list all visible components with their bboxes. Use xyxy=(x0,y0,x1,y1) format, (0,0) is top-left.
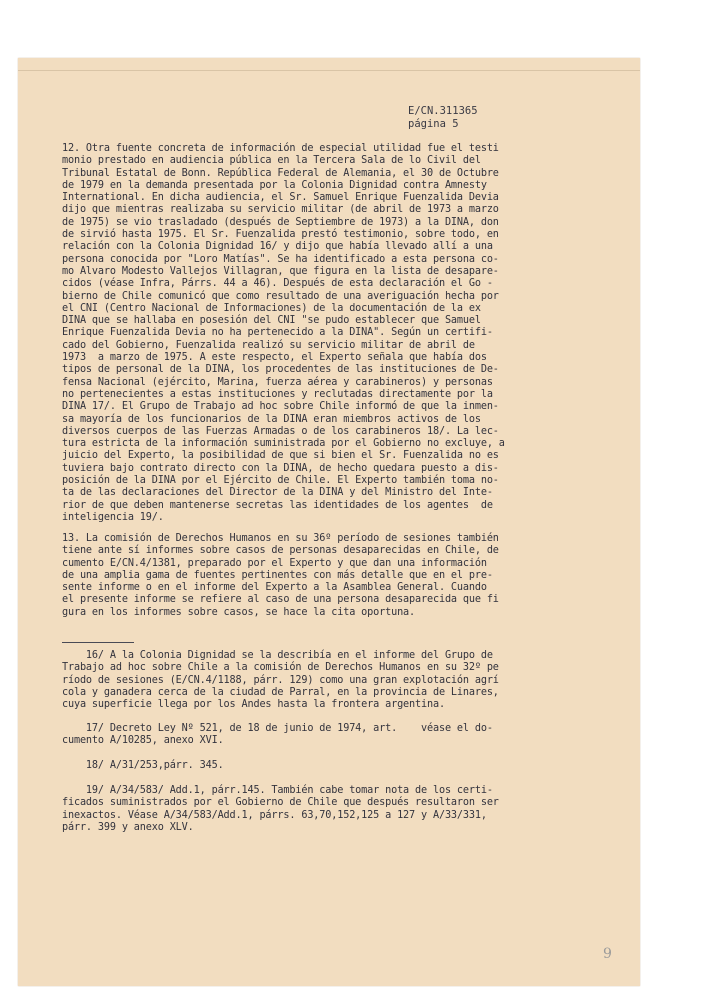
text-line: el presente informe se refiere al caso de una persona desaparecida que fi xyxy=(62,594,499,606)
paragraph-12 xyxy=(62,143,546,524)
text-line: tuviera bajo contrato directo con la DINA, de hecho quedara puesto a dis- xyxy=(62,462,499,474)
document-symbol: E/CN.311365 xyxy=(408,105,478,117)
text-line: ta de las declaraciones del Director de la DINA y del Ministro del Inte- xyxy=(62,487,493,499)
text-line: juicio del Experto, la posibilidad de que si bien el Sr. Fuenzalida no es xyxy=(62,450,499,462)
page-number: página 5 xyxy=(408,118,459,130)
footnote-divider xyxy=(62,642,134,643)
paragraph-13 xyxy=(62,533,546,619)
text-line: 17/ Decreto Ley Nº 521, de 18 de junio de 1974, art. véase el do- xyxy=(62,723,493,734)
text-line: dijo que mientras realizaba su servicio militar (de abril de 1973 a marzo xyxy=(62,204,499,216)
text-line: cidos (véase Infra, Párrs. 44 a 46). Después de esta declaración el Go - xyxy=(62,278,493,290)
text-line: monio prestado en audiencia pública en la Tercera Sala de lo Civil del xyxy=(62,155,481,167)
text-line: de una amplia gama de fuentes pertinentes con más detalle que en el pre- xyxy=(62,569,493,581)
text-line: 12. Otra fuente concreta de información de especial utilidad fue el testi xyxy=(62,143,499,154)
text-line: cado del Gobierno, Fuenzalida realizó su servicio militar de abril de xyxy=(62,339,475,351)
footnote-19 xyxy=(62,785,546,834)
text-line: diversos cuerpos de las Fuerzas Armadas o de los carabineros 18/. La lec- xyxy=(62,425,499,437)
text-line: tiene ante sí informes sobre casos de personas desaparecidas en Chile, de xyxy=(62,545,499,557)
text-line: no pertenecientes a estas instituciones y reclutadas directamente por la xyxy=(62,388,493,400)
text-line: sa mayoría de los funcionarios de la DINA eran miembros activos de los xyxy=(62,413,481,425)
text-line: posición de la DINA por el Ejército de Chile. El Experto también toma no- xyxy=(62,475,499,487)
text-line: Enrique Fuenzalida Devia no ha pertenecido a la DINA". Según un certifi- xyxy=(62,327,493,339)
text-line: ríodo de sesiones (E/CN.4/1188, párr. 129) como una gran explotación agrí xyxy=(62,674,499,686)
footnote-18 xyxy=(62,760,546,772)
text-line: de 1975) se vio trasladado (después de Septiembre de 1973) a la DINA, don xyxy=(62,216,499,228)
text-line: cola y ganadera cerca de la ciudad de Parral, en la provincia de Linares, xyxy=(62,686,499,698)
text-line: DINA 17/. El Grupo de Trabajo ad hoc sobre Chile informó de que la inmen- xyxy=(62,401,499,413)
text-line: 19/ A/34/583/ Add.1, párr.145. También cabe tomar nota de los certi- xyxy=(62,785,493,796)
text-line: 1973 a marzo de 1975. A este respecto, el Experto señala que había dos xyxy=(62,352,487,364)
text-line: gura en los informes sobre casos, se hace la cita oportuna. xyxy=(62,606,416,618)
text-line: 13. La comisión de Derechos Humanos en su 36º período de sesiones también xyxy=(62,533,499,544)
text-line: mo Alvaro Modesto Vallejos Villagran, que figura en la lista de desapare- xyxy=(62,265,499,277)
text-line: tipos de personal de la DINA, los procedentes de las instituciones de De- xyxy=(62,364,499,376)
document-header xyxy=(408,105,478,131)
text-line: 16/ A la Colonia Dignidad se la describía en el informe del Grupo de xyxy=(62,650,493,661)
text-line: tura estricta de la información suministrada por el Gobierno no excluye, a xyxy=(62,438,505,450)
text-line: Trabajo ad hoc sobre Chile a la comisión de Derechos Humanos en su 32º pe xyxy=(62,662,499,674)
text-line: cuya superficie llega por los Andes hasta la frontera argentina. xyxy=(62,699,445,711)
text-line: rior de que deben mantenerse secretas las identidades de los agentes de xyxy=(62,499,493,511)
text-line: persona conocida por "Loro Matías". Se ha identificado a esta persona co- xyxy=(62,253,499,265)
text-line: relación con la Colonia Dignidad 16/ y dijo que había llevado allí a una xyxy=(62,241,493,253)
text-line: de sirvió hasta 1975. El Sr. Fuenzalida prestó testimonio, sobre todo, en xyxy=(62,229,499,241)
text-line: bierno de Chile comunicó que como resultado de una averiguación hecha por xyxy=(62,290,499,302)
text-line: fensa Nacional (ejército, Marina, fuerza aérea y carabineros) y personas xyxy=(62,376,493,388)
text-line: inteligencia 19/. xyxy=(62,511,164,523)
text-line: inexactos. Véase A/34/583/Add.1, párrs. 63,70,152,125 a 127 y A/33/331, xyxy=(62,809,487,821)
text-line: de 1979 en la demanda presentada por la Colonia Dignidad contra Amnesty xyxy=(62,179,487,191)
text-line: sente informe o en el informe del Experto a la Asamblea General. Cuando xyxy=(62,582,487,594)
text-line: ficados suministrados por el Gobierno de Chile que después resultaron ser xyxy=(62,797,499,809)
text-line: International. En dicha audiencia, el Sr. Samuel Enrique Fuenzalida Devia xyxy=(62,192,499,204)
text-line: el CNI (Centro Nacional de Informaciones) de la documentación de la ex xyxy=(62,302,481,314)
text-line: cumento E/CN.4/1381, preparado por el Experto y que dan una información xyxy=(62,557,487,569)
text-line: DINA que se hallaba en posesión del CNI "se pudo establecer que Samuel xyxy=(62,315,481,327)
footnote-17 xyxy=(62,723,546,748)
text-line: Tribunal Estatal de Bonn. República Federal de Alemania, el 30 de Octubre xyxy=(62,167,499,179)
text-line: cumento A/10285, anexo XVI. xyxy=(62,735,224,747)
text-line: párr. 399 y anexo XLV. xyxy=(62,821,194,833)
handwritten-page-mark: 9 xyxy=(603,946,612,962)
text-line: 18/ A/31/253,párr. 345. xyxy=(62,760,224,771)
footnote-16 xyxy=(62,650,546,711)
